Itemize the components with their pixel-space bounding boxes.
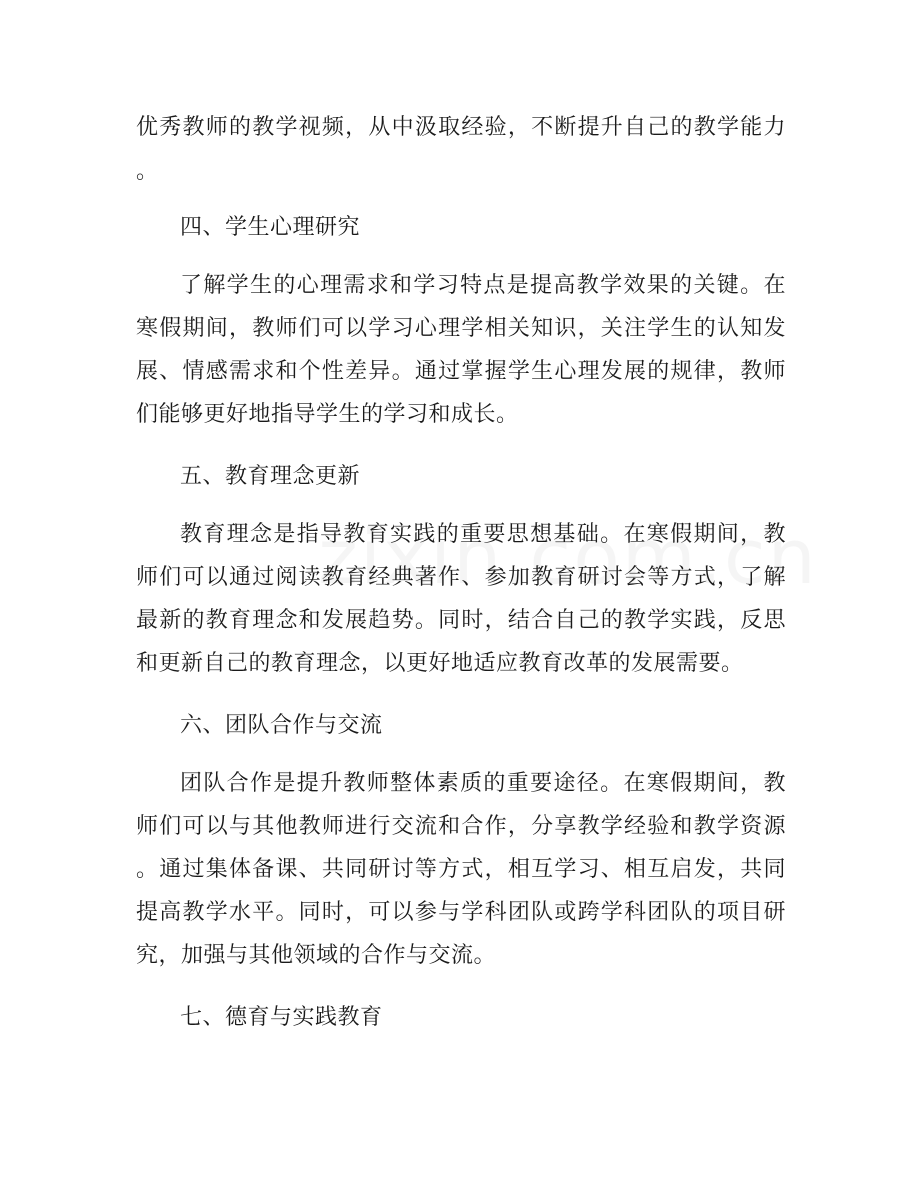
section-heading: 七、德育与实践教育 (180, 1005, 383, 1030)
paragraph-line: 教育理念是指导教育实践的重要思想基础。在寒假期间，教 (180, 522, 786, 547)
paragraph-line: 和更新自己的教育理念，以更好地适应教育改革的发展需要。 (136, 651, 744, 676)
paragraph-line: 师们可以通过阅读教育经典著作、参加教育研讨会等方式，了解 (136, 565, 786, 590)
section-heading: 四、学生心理研究 (180, 215, 361, 240)
paragraph-line: 团队合作是提升教师整体素质的重要途径。在寒假期间，教 (180, 771, 786, 796)
paragraph-line: 寒假期间，教师们可以学习心理学相关知识，关注学生的认知发 (136, 316, 786, 341)
paragraph-line: 优秀教师的教学视频，从中汲取经验，不断提升自己的教学能力 (136, 115, 786, 140)
paragraph-line: 了解学生的心理需求和学习特点是提高教学效果的关键。在 (180, 273, 786, 298)
paragraph-line: 师们可以与其他教师进行交流和合作，分享教学经验和教学资源 (136, 814, 786, 839)
section-heading: 五、教育理念更新 (180, 464, 361, 489)
paragraph-line: 提高教学水平。同时，可以参与学科团队或跨学科团队的项目研 (136, 900, 786, 925)
paragraph-line: 究，加强与其他领域的合作与交流。 (136, 943, 497, 968)
paragraph-line: 。通过集体备课、共同研讨等方式，相互学习、相互启发，共同 (136, 857, 786, 882)
section-heading: 六、团队合作与交流 (180, 713, 383, 738)
paragraph-line: 们能够更好地指导学生的学习和成长。 (136, 402, 519, 427)
paragraph-line: 最新的教育理念和发展趋势。同时，结合自己的教学实践，反思 (136, 608, 786, 633)
paragraph-line: 。 (136, 159, 159, 184)
paragraph-line: 展、情感需求和个性差异。通过掌握学生心理发展的规律，教师 (136, 359, 786, 384)
